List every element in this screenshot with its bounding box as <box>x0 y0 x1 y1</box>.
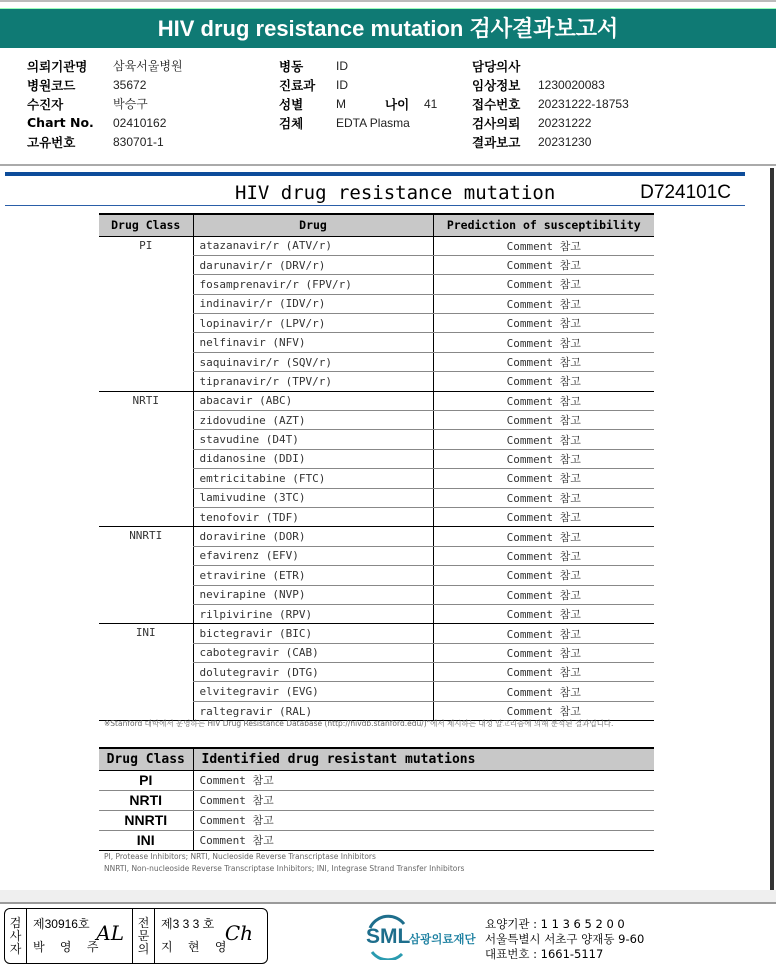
specialist-name: 지 현 영 <box>161 940 233 954</box>
examiner-name: 박 영 주 <box>33 940 105 954</box>
specialist-signature: Ch <box>224 921 253 945</box>
drug-name: lamivudine (3TC) <box>193 488 433 507</box>
mutations: Comment 참고 <box>193 770 654 790</box>
examiner-label <box>5 909 27 963</box>
drug-name: nevirapine (NVP) <box>193 585 433 604</box>
drug-class: NRTI <box>99 790 193 810</box>
label: 결과보고 <box>472 134 521 150</box>
col-header-mutations: Identified drug resistant mutations <box>193 748 654 770</box>
prediction: Comment 참고 <box>433 527 654 546</box>
prediction: Comment 참고 <box>433 682 654 701</box>
label: 고유번호 <box>27 134 76 150</box>
top-border <box>0 0 776 2</box>
drug-name: bictegravir (BIC) <box>193 624 433 643</box>
drug-class: INI <box>99 830 193 850</box>
prediction: Comment 참고 <box>433 546 654 565</box>
prediction: Comment 참고 <box>433 469 654 488</box>
prediction: Comment 참고 <box>433 624 654 643</box>
prediction: Comment 참고 <box>433 333 654 352</box>
drug-name: darunavir/r (DRV/r) <box>193 255 433 274</box>
value: 박승구 <box>113 97 148 111</box>
drug-name: zidovudine (AZT) <box>193 411 433 430</box>
label: 병원코드 <box>27 77 76 93</box>
drug-name: dolutegravir (DTG) <box>193 663 433 682</box>
patient-info-col1 <box>27 56 183 151</box>
prediction: Comment 참고 <box>433 507 654 526</box>
prediction: Comment 참고 <box>433 352 654 371</box>
drug-name: doravirine (DOR) <box>193 527 433 546</box>
examiner-signature: AL <box>96 921 124 945</box>
label: Chart No. <box>27 115 94 130</box>
table-row <box>99 391 654 410</box>
footer-divider <box>0 890 776 904</box>
value: ID <box>336 58 348 73</box>
specialist-label <box>133 909 155 963</box>
prediction: Comment 참고 <box>433 411 654 430</box>
institution-name: 삼광의료재단 <box>409 932 476 946</box>
drug-name: fosamprenavir/r (FPV/r) <box>193 275 433 294</box>
drug-name: cabotegravir (CAB) <box>193 643 433 662</box>
label: 병동 <box>279 58 304 74</box>
logo-text: SML <box>366 925 411 948</box>
table-row <box>99 830 654 850</box>
drug-class: INI <box>99 624 193 721</box>
col-header-drug-class: Drug Class <box>99 214 193 236</box>
value: 1230020083 <box>538 77 605 92</box>
stanford-note: ※Stanford 대학에서 운영하는 HIV Drug Resistance Database (http://hivdb.stanford.edu/)"에서 제시하는 내성 알고리즘에 의해 분석된 결과입니다. <box>104 719 614 728</box>
examiner-license: 제30916호 <box>33 917 90 931</box>
report-title-row <box>5 180 745 206</box>
value: M <box>336 96 346 111</box>
prediction: Comment 참고 <box>433 663 654 682</box>
prediction: Comment 참고 <box>433 604 654 623</box>
prediction: Comment 참고 <box>433 430 654 449</box>
drug-name: efavirenz (EFV) <box>193 546 433 565</box>
table-row <box>99 770 654 790</box>
phone: 대표번호 : 1661-5117 <box>485 947 604 961</box>
prediction: Comment 참고 <box>433 585 654 604</box>
table-row <box>99 236 654 255</box>
report-title: HIV drug resistance mutation <box>235 182 556 204</box>
prediction: Comment 참고 <box>433 566 654 585</box>
drug-name: tipranavir/r (TPV/r) <box>193 372 433 391</box>
drug-class: NNRTI <box>99 810 193 830</box>
value: 02410162 <box>113 115 167 130</box>
age-label: 나이 <box>385 96 410 112</box>
value: 830701-1 <box>113 134 164 149</box>
table-row <box>99 527 654 546</box>
label: 접수번호 <box>472 96 521 112</box>
value: 20231222-18753 <box>538 96 629 111</box>
patient-info-col2 <box>279 56 437 132</box>
table-row <box>99 810 654 830</box>
patient-info-col3 <box>472 56 629 151</box>
mutations: Comment 참고 <box>193 830 654 850</box>
label: 담당의사 <box>472 58 521 74</box>
col-header-prediction: Prediction of susceptibility <box>433 214 654 236</box>
drug-name: nelfinavir (NFV) <box>193 333 433 352</box>
mutations: Comment 참고 <box>193 810 654 830</box>
prediction: Comment 참고 <box>433 314 654 333</box>
blue-rule <box>5 172 745 176</box>
drug-name: emtricitabine (FTC) <box>193 469 433 488</box>
table-row <box>99 790 654 810</box>
abbreviation-line: NNRTI, Non-nucleoside Reverse Transcriptase Inhibitors; INI, Integrase Strand Transfer Inhibitors <box>104 864 465 873</box>
label: 성별 <box>279 96 304 112</box>
col-header-drug: Drug <box>193 214 433 236</box>
char: 검 <box>9 915 22 930</box>
page-shadow <box>770 168 774 890</box>
table-row <box>99 624 654 643</box>
mutation-table <box>99 747 654 851</box>
report-banner: HIV drug resistance mutation 검사결과보고서 <box>0 8 776 48</box>
prediction: Comment 참고 <box>433 449 654 468</box>
drug-name: didanosine (DDI) <box>193 449 433 468</box>
label: 검사의뢰 <box>472 115 521 131</box>
value: 삼육서울병원 <box>113 59 183 73</box>
examiner-cell <box>27 909 133 963</box>
drug-name: elvitegravir (EVG) <box>193 682 433 701</box>
report-code: D724101C <box>640 182 731 203</box>
drug-name: raltegravir (RAL) <box>193 701 433 720</box>
signature-box <box>4 908 268 964</box>
char: 의 <box>137 941 150 956</box>
drug-name: lopinavir/r (LPV/r) <box>193 314 433 333</box>
char: 전 <box>137 915 150 930</box>
drug-name: rilpivirine (RPV) <box>193 604 433 623</box>
prediction: Comment 참고 <box>433 294 654 313</box>
drug-name: saquinavir/r (SQV/r) <box>193 352 433 371</box>
institution-address <box>485 917 644 962</box>
prediction: Comment 참고 <box>433 391 654 410</box>
label: 검체 <box>279 115 304 131</box>
mutations: Comment 참고 <box>193 790 654 810</box>
value: 20231230 <box>538 134 592 149</box>
label: 임상정보 <box>472 77 521 93</box>
drug-name: stavudine (D4T) <box>193 430 433 449</box>
value: 35672 <box>113 77 147 92</box>
char: 문 <box>137 928 150 943</box>
drug-class: NNRTI <box>99 527 193 624</box>
value: 20231222 <box>538 115 592 130</box>
prediction: Comment 참고 <box>433 255 654 274</box>
drug-class: PI <box>99 770 193 790</box>
prediction: Comment 참고 <box>433 488 654 507</box>
prediction: Comment 참고 <box>433 236 654 255</box>
label: 진료과 <box>279 77 316 93</box>
label: 수진자 <box>27 96 64 112</box>
drug-class: NRTI <box>99 391 193 527</box>
prediction: Comment 참고 <box>433 643 654 662</box>
specialist-cell <box>155 909 261 963</box>
value: EDTA Plasma <box>336 115 410 130</box>
drug-name: atazanavir/r (ATV/r) <box>193 236 433 255</box>
drug-name: abacavir (ABC) <box>193 391 433 410</box>
prediction: Comment 참고 <box>433 372 654 391</box>
char: 사 <box>9 928 22 943</box>
specialist-license: 제3 3 3 호 <box>161 917 215 931</box>
susceptibility-table <box>99 213 654 721</box>
label: 의뢰기관명 <box>27 58 88 74</box>
prediction: Comment 참고 <box>433 701 654 720</box>
char: 자 <box>9 941 22 956</box>
value: ID <box>336 77 348 92</box>
care-code: 요양기관 : 1 1 3 6 5 2 0 0 <box>485 917 625 931</box>
abbreviation-legend <box>104 851 464 875</box>
age-value: 41 <box>424 96 438 111</box>
abbreviation-line: PI, Protease Inhibitors; NRTI, Nucleoside Reverse Transcriptase Inhibitors <box>104 852 376 861</box>
address: 서울특별시 서초구 양재동 9-60 <box>485 932 645 946</box>
drug-name: etravirine (ETR) <box>193 566 433 585</box>
drug-name: tenofovir (TDF) <box>193 507 433 526</box>
prediction: Comment 참고 <box>433 275 654 294</box>
col-header-drug-class: Drug Class <box>99 748 193 770</box>
drug-class: PI <box>99 236 193 391</box>
drug-name: indinavir/r (IDV/r) <box>193 294 433 313</box>
